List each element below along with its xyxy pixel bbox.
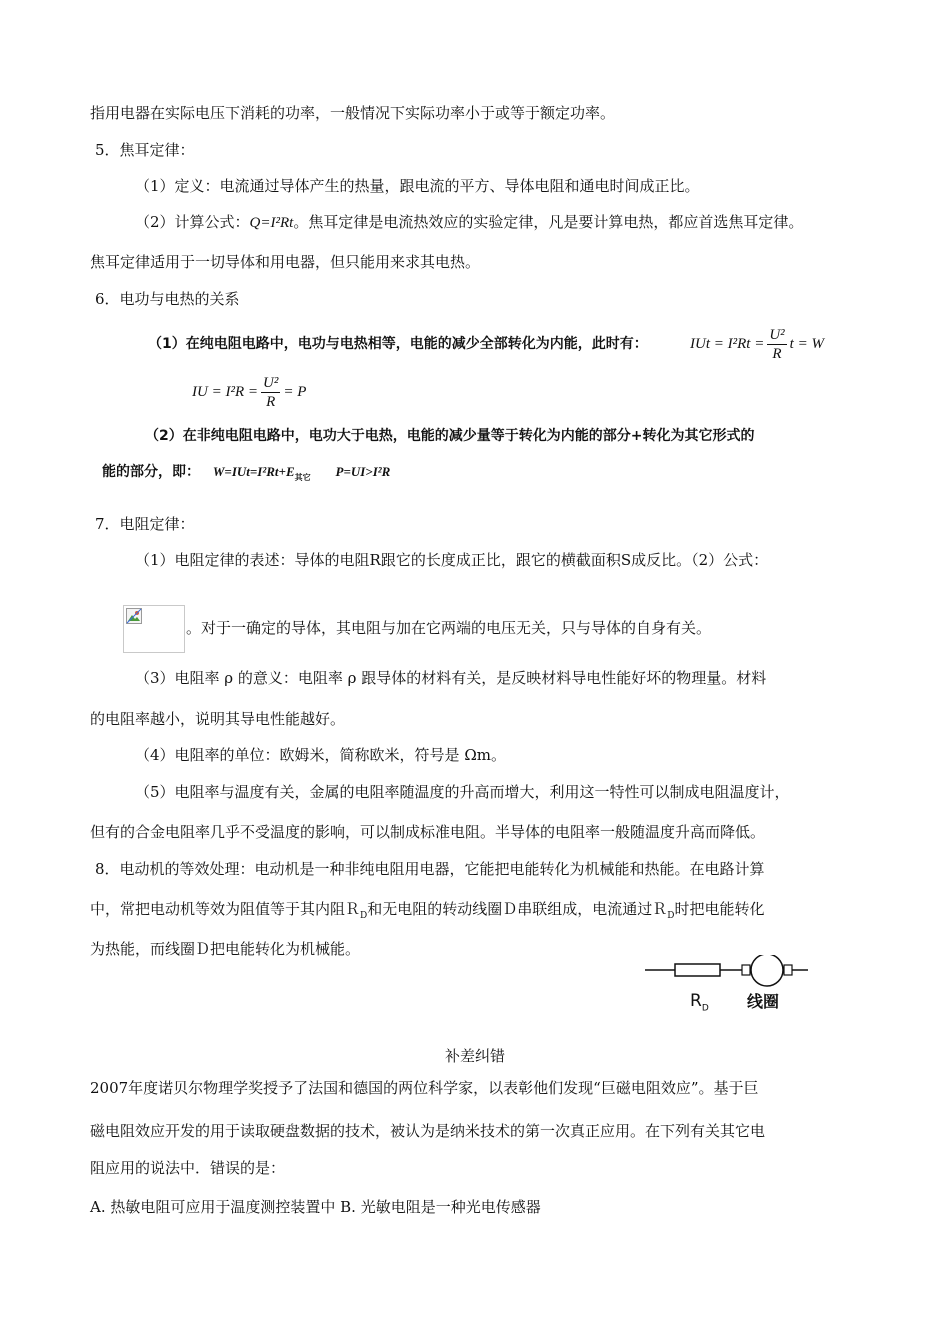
section-6-non-pure-resistance: （2）在非纯电阻电路中，电功大于电热，电能的减少量等于转化为内能的部分+转化为其它形式的 [145,428,755,444]
section-8-heading: 8．电动机的等效处理：电动机是一种非纯电阻用电器，它能把电能转化为机械能和热能。在电路计算 [95,860,765,878]
section-6-pure-resistance: （1）在纯电阻电路中，电功与电热相等，电能的减少全部转化为内能，此时有： [148,336,648,352]
section-7-heading: 7．电阻定律： [95,515,195,533]
section-7-temperature-cont: 但有的合金电阻率几乎不受温度的影响，可以制成标准电阻。半导体的电阻率一般随温度升高而降低。 [90,823,766,841]
section-5-heading: 5．焦耳定律： [95,141,195,159]
section-7-resistivity-meaning: （3）电阻率 ρ 的意义：电阻率 ρ 跟导体的材料有关，是反映材料导电性能好坏的物理量。材料 [135,669,767,687]
section-7-formula-note: 。对于一确定的导体，其电阻与加在它两端的电压无关，只与导体的自身有关。 [186,619,712,637]
pure-resistance-equation-2: IU = I²R = $\frac{\text{U²}}{R}$ = P [192,375,307,411]
section-8-line-3: 为热能，而线圈Ｄ把电能转化为机械能。 [90,940,361,958]
line-power-note: 指用电器在实际电压下消耗的功率，一般情况下实际功率小于或等于额定功率。 [90,104,616,122]
pure-resistance-equation-1: IUt = I²Rt = $\frac{\text{U²}}{R}$ t = W [690,327,824,363]
section-6-heading: 6．电功与电热的关系 [95,290,240,308]
question-line-3: 阻应用的说法中．错误的是： [90,1159,286,1177]
section-heading-remedial: 补差纠错 [444,1047,505,1065]
section-5-formula-line: （2）计算公式：Q=I²Rt。焦耳定律是电流热效应的实验定律，凡是要计算电热，都应首选焦耳定律。 [135,213,804,231]
question-line-1: 2007年度诺贝尔物理学奖授予了法国和德国的两位科学家，以表彰他们发现“巨磁电阻效应”。基于巨 [90,1079,759,1097]
section-7-statement: （1）电阻定律的表述：导体的电阻R跟它的长度成正比，跟它的横截面积S成反比。（2）公式： [135,551,769,569]
section-5-note: 焦耳定律适用于一切导体和用电器，但只能用来求其电热。 [90,253,481,271]
section-6-non-pure-formula: 能的部分，即： $W=IUt=I^2Rt+E_{其它}$ P=UI>I²R [102,464,391,482]
broken-image-icon [126,608,142,624]
section-7-resistivity-unit: （4）电阻率的单位：欧姆米，简称欧米，符号是 Ωm。 [135,746,506,764]
section-7-resistivity-meaning-cont: 的电阻率越小，说明其导电性能越好。 [90,710,346,728]
motor-equivalent-circuit [640,955,815,1025]
section-7-temperature: （5）电阻率与温度有关，金属的电阻率随温度的升高而增大，利用这一特性可以制成电阻温度计， [135,783,790,801]
diagram-label-rd: $R_D$ [690,991,709,1014]
coil-d [751,955,783,986]
diagram-label-coil: 线圈 [747,992,780,1011]
section-5-definition: （1）定义：电流通过导体产生的热量，跟电流的平方、导体电阻和通电时间成正比。 [135,177,700,195]
question-line-2: 磁电阻效应开发的用于读取硬盘数据的技术，被认为是纳米技术的第一次真正应用。在下列有关其它电 [90,1122,766,1140]
formula-image-placeholder [123,605,185,653]
joule-formula: Q=I²Rt [249,215,294,231]
section-8-line-2: 中，常把电动机等效为阻值等于其内阻Ｒ$_D$和无电阻的转动线圈Ｄ串联组成，电流通过Ｒ$_D$时把电能转化 [90,900,765,921]
question-options: A. 热敏电阻可应用于温度测控装置中 B. 光敏电阻是一种光电传感器 [90,1198,541,1216]
resistor-rd [675,964,720,976]
